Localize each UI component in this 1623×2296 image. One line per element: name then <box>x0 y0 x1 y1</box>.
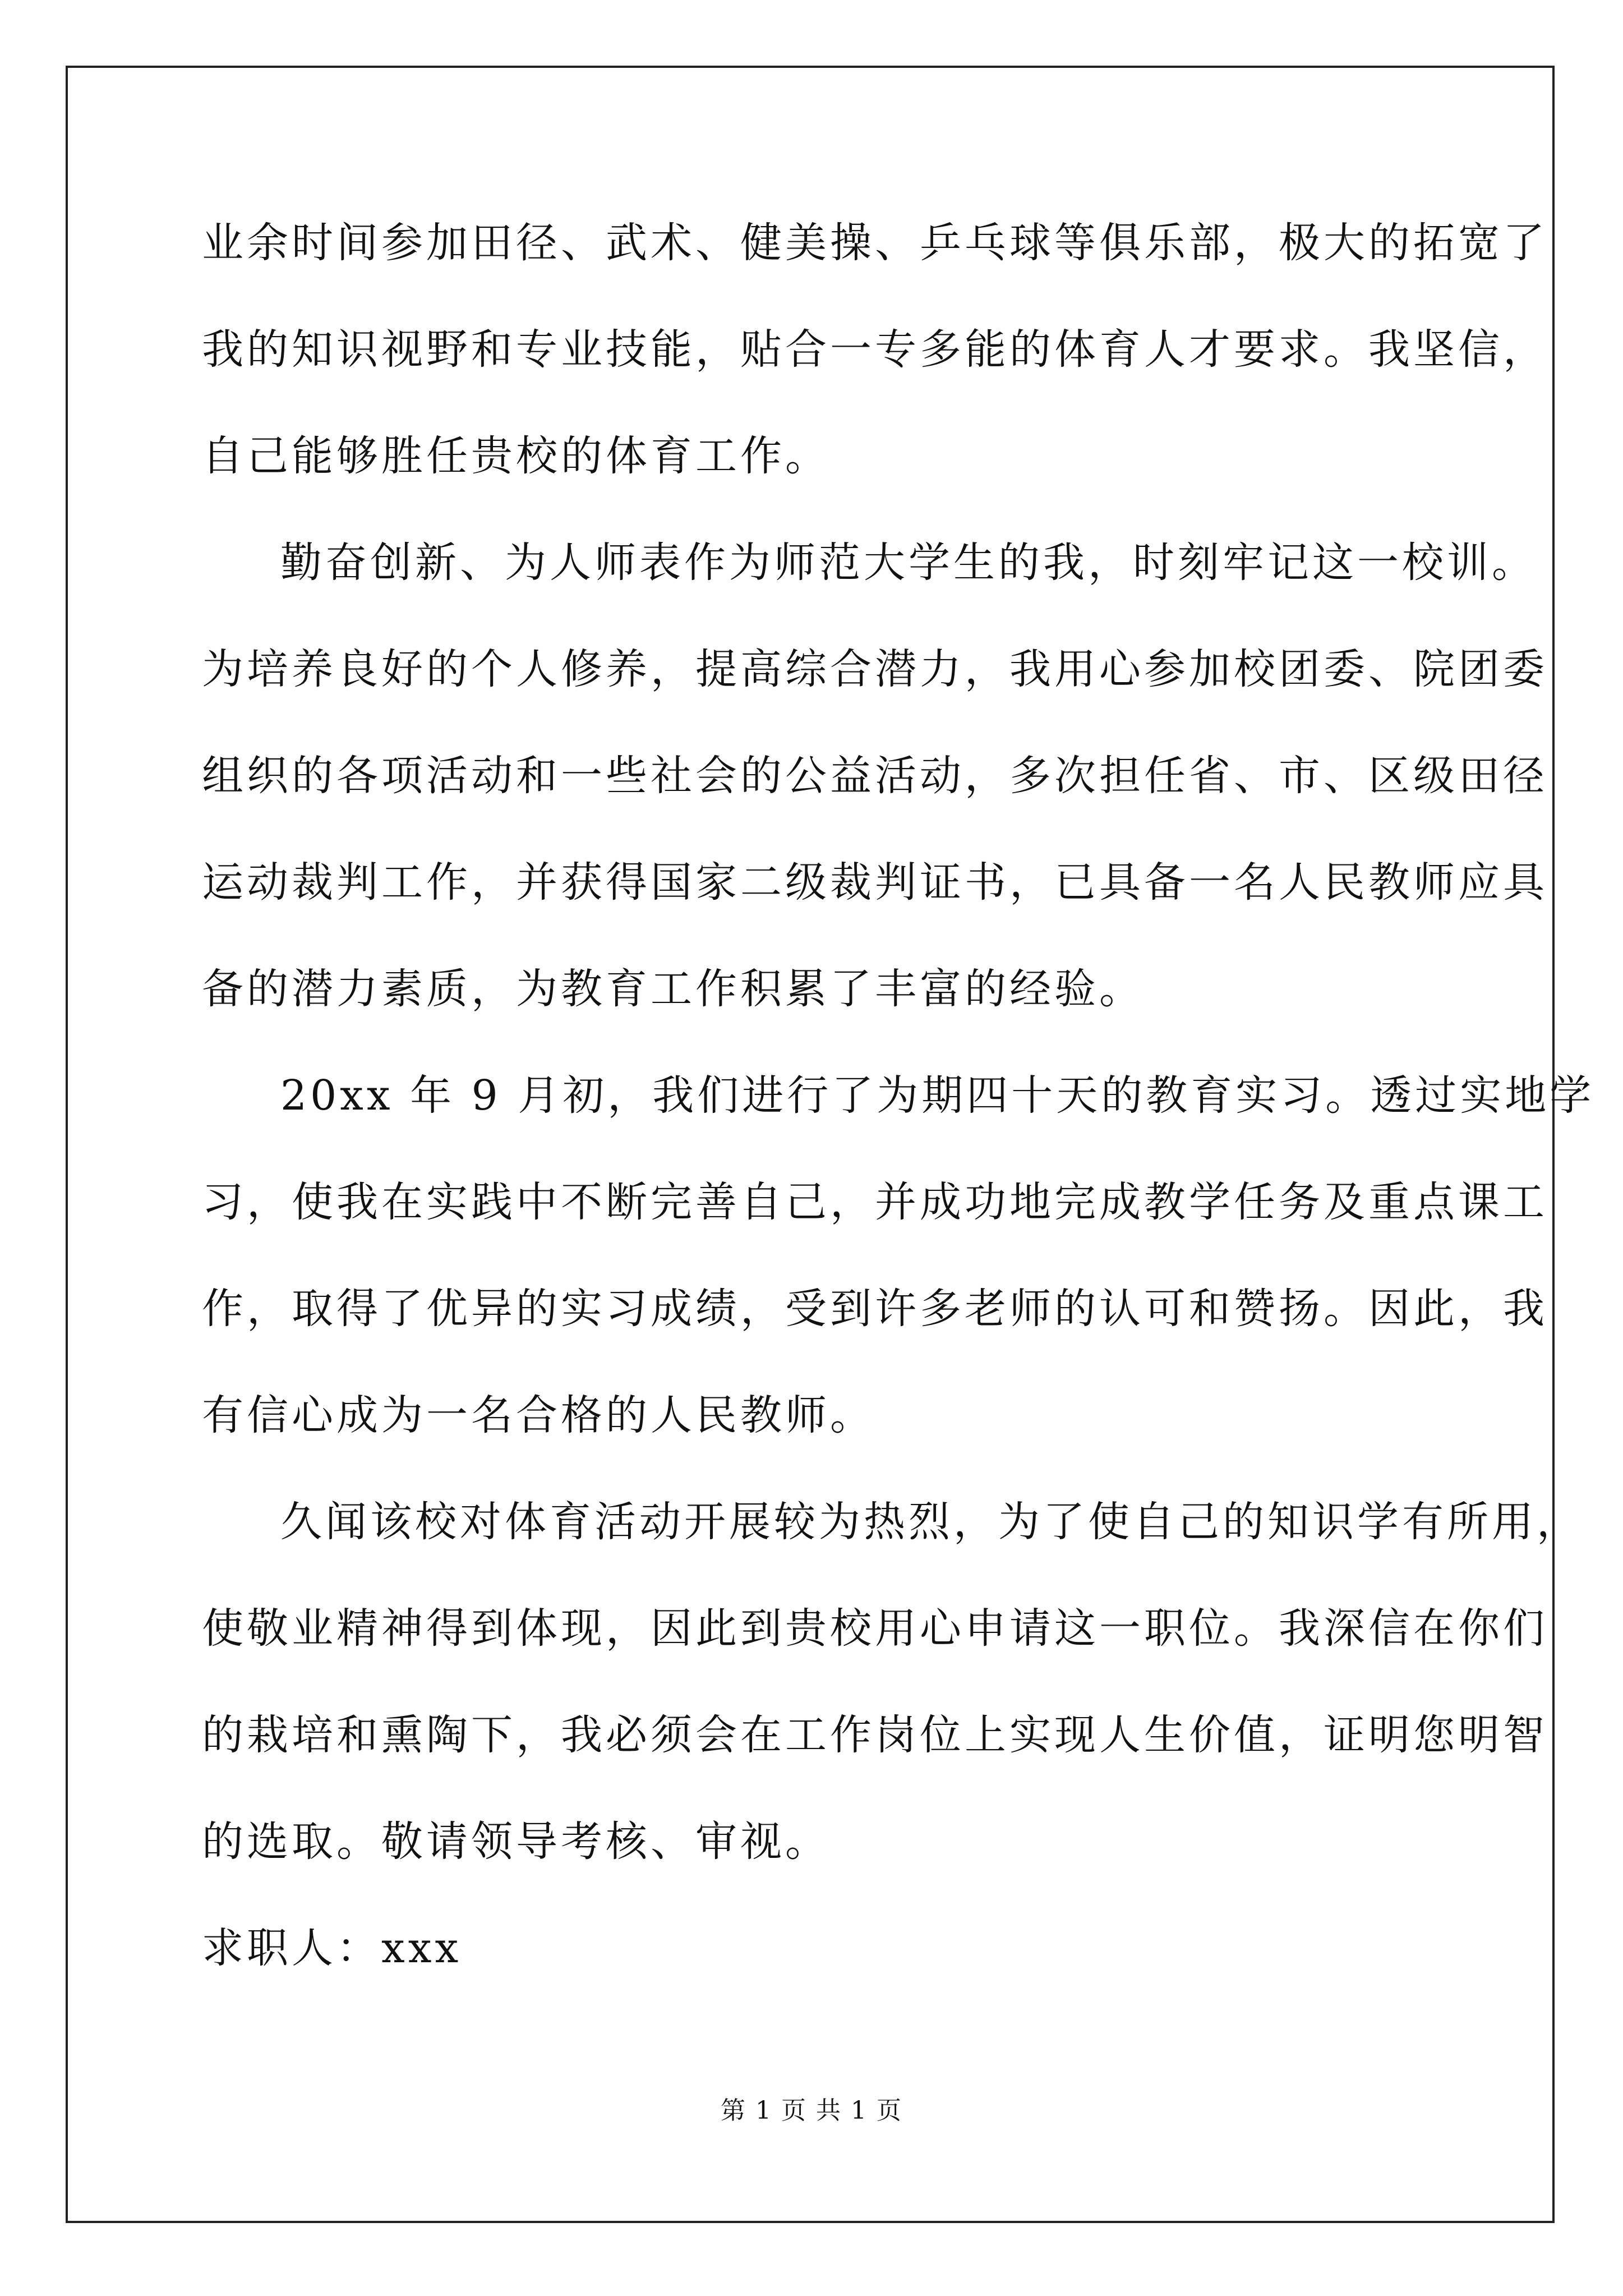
paragraph-4-line-2: 使敬业精神得到体现，因此到贵校用心申请这一职位。我深信在你们 <box>202 1604 1548 1653</box>
paragraph-3-line-3: 作，取得了优异的实习成绩，受到许多老师的认可和赞扬。因此，我 <box>202 1285 1548 1333</box>
paragraph-1-line-3: 自己能够胜任贵校的体育工作。 <box>202 432 830 480</box>
page-border <box>66 66 1555 2223</box>
paragraph-4-line-1: 久闻该校对体育活动开展较为热烈，为了使自己的知识学有所用， <box>280 1498 1581 1546</box>
paragraph-2-line-4: 运动裁判工作，并获得国家二级裁判证书，已具备一名人民教师应具 <box>202 858 1548 907</box>
paragraph-3-line-2: 习，使我在实践中不断完善自己，并成功地完成教学任务及重点课工 <box>202 1178 1548 1226</box>
paragraph-3-line-1: 20xx 年 9 月初，我们进行了为期四十天的教育实习。透过实地学 <box>280 1071 1595 1120</box>
paragraph-2-line-2: 为培养良好的个人修养，提高综合潜力，我用心参加校团委、院团委 <box>202 645 1548 693</box>
paragraph-4-line-4: 的选取。敬请领导考核、审视。 <box>202 1818 830 1866</box>
paragraph-4-line-3: 的栽培和熏陶下，我必须会在工作岗位上实现人生价值，证明您明智 <box>202 1711 1548 1759</box>
paragraph-3-line-4: 有信心成为一名合格的人民教师。 <box>202 1391 875 1439</box>
paragraph-2-line-1: 勤奋创新、为人师表作为师范大学生的我，时刻牢记这一校训。 <box>280 539 1537 587</box>
paragraph-1-line-1: 业余时间参加田径、武术、健美操、乒乓球等俱乐部，极大的拓宽了 <box>202 219 1548 267</box>
signature-line: 求职人：xxx <box>202 1924 462 1972</box>
page-number-footer: 第 1 页 共 1 页 <box>721 2096 902 2125</box>
paragraph-2-line-3: 组织的各项活动和一些社会的公益活动，多次担任省、市、区级田径 <box>202 752 1548 800</box>
paragraph-2-line-5: 备的潜力素质，为教育工作积累了丰富的经验。 <box>202 965 1144 1013</box>
paragraph-1-line-2: 我的知识视野和专业技能，贴合一专多能的体育人才要求。我坚信， <box>202 325 1548 374</box>
